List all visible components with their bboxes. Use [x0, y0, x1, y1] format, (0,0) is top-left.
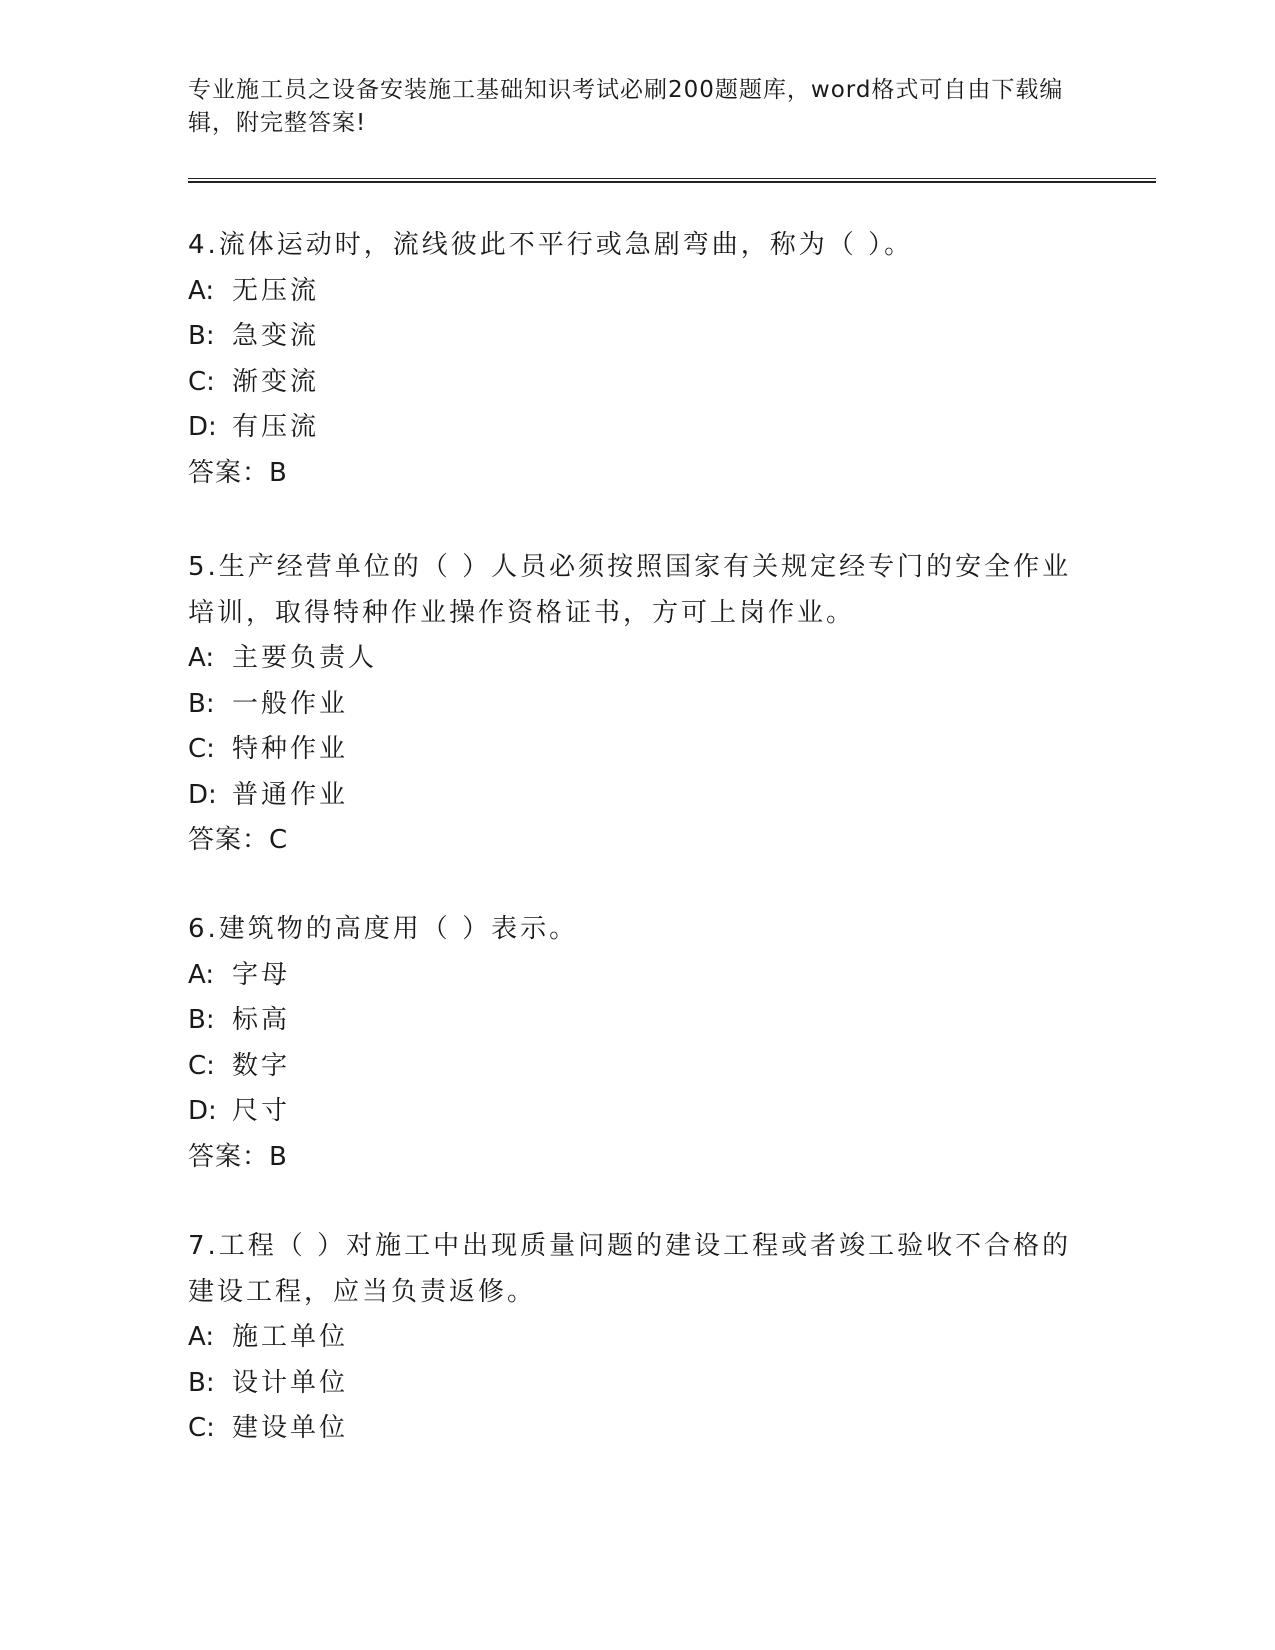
option-text: 一般作业	[232, 688, 349, 719]
option-text: 渐变流	[232, 366, 320, 397]
option-text: 设计单位	[232, 1367, 349, 1398]
answer-value: C	[269, 825, 288, 855]
option-b	[188, 998, 1088, 1044]
option-text: 字母	[232, 959, 291, 990]
question-block	[188, 545, 1088, 864]
answer-line	[188, 451, 1088, 497]
question-text: 4.流体运动时，流线彼此不平行或急剧弯曲，称为（ ）。	[188, 230, 914, 260]
answer-label: 答案：	[188, 1141, 270, 1172]
option-a	[188, 1315, 1088, 1361]
option-a	[188, 953, 1088, 999]
option-a	[188, 269, 1088, 315]
option-letter: D:	[188, 1096, 217, 1126]
answer-value: B	[269, 1141, 287, 1172]
option-text: 无压流	[232, 275, 320, 306]
option-c	[188, 1044, 1088, 1090]
question-block	[188, 907, 1088, 1180]
option-letter: D:	[188, 779, 217, 810]
option-text: 建设单位	[232, 1413, 349, 1443]
option-letter: C:	[188, 1050, 215, 1081]
option-b	[188, 314, 1088, 360]
option-text: 有压流	[232, 412, 320, 442]
option-c	[188, 360, 1088, 406]
option-text: 普通作业	[232, 779, 349, 810]
option-d	[188, 405, 1088, 451]
option-text: 标高	[232, 1005, 291, 1035]
option-letter: A:	[188, 1322, 215, 1352]
option-letter: A:	[188, 275, 215, 306]
answer-value: B	[269, 457, 287, 488]
question-text: 6.建筑物的高度用（ ）表示。	[188, 914, 579, 944]
option-letter: A:	[188, 959, 215, 990]
option-text: 数字	[232, 1050, 291, 1081]
option-letter: C:	[188, 1413, 215, 1443]
option-c	[188, 727, 1088, 773]
option-d	[188, 773, 1088, 819]
header-divider	[188, 178, 1156, 183]
option-b	[188, 682, 1088, 728]
question-block	[188, 223, 1088, 496]
option-d	[188, 1089, 1088, 1135]
answer-line	[188, 1135, 1088, 1181]
answer-line	[188, 818, 1088, 864]
question-block	[188, 1224, 1088, 1452]
option-text: 施工单位	[232, 1322, 349, 1352]
option-b	[188, 1361, 1088, 1407]
option-text: 特种作业	[232, 734, 349, 764]
option-text: 急变流	[232, 321, 320, 351]
document-title: 专业施工员之设备安装施工基础知识考试必刷200题题库，word格式可自由下载编辑，附完整答案!	[188, 77, 1064, 136]
answer-label: 答案：	[188, 457, 270, 488]
option-letter: B:	[188, 321, 215, 351]
option-letter: C:	[188, 366, 215, 397]
question-text: 7.工程（ ）对施工中出现质量问题的建设工程或者竣工验收不合格的建设工程，应当负责返修。	[188, 1231, 1072, 1307]
option-letter: B:	[188, 1367, 215, 1398]
answer-label: 答案：	[188, 825, 270, 855]
option-a	[188, 636, 1088, 682]
option-letter: D:	[188, 412, 217, 442]
option-letter: A:	[188, 643, 215, 673]
option-text: 尺寸	[232, 1096, 291, 1126]
option-c	[188, 1406, 1088, 1452]
option-text: 主要负责人	[232, 643, 378, 673]
option-letter: B:	[188, 688, 215, 719]
option-letter: B:	[188, 1005, 215, 1035]
option-letter: C:	[188, 734, 215, 764]
question-text: 5.生产经营单位的（ ）人员必须按照国家有关规定经专门的安全作业培训，取得特种作业操作资格证书，方可上岗作业。	[188, 552, 1072, 628]
